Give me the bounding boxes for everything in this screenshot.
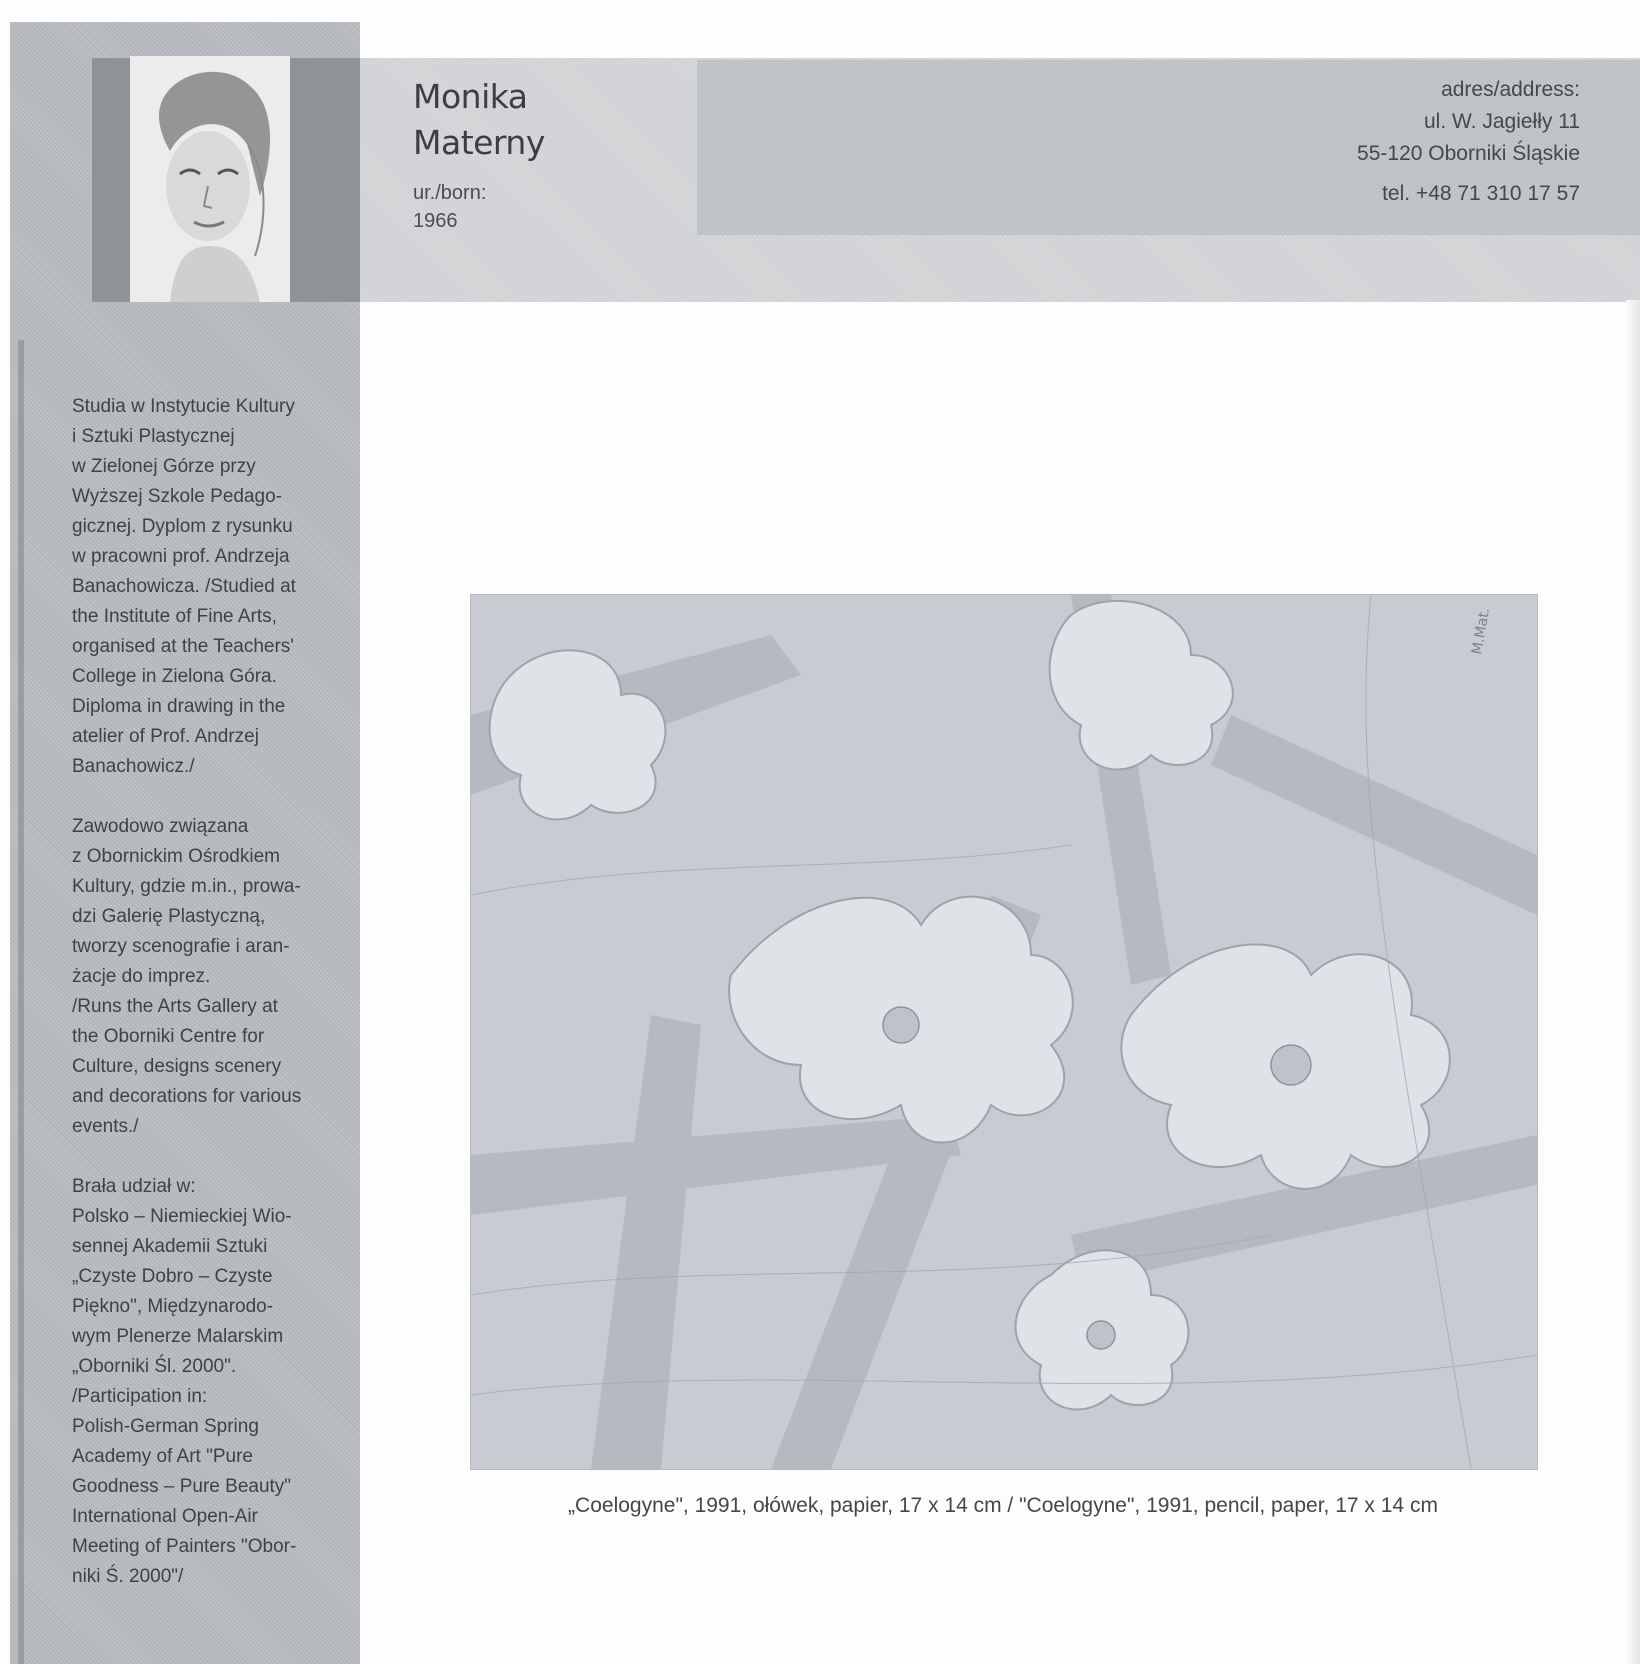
- born-year: 1966: [413, 210, 458, 232]
- artist-portrait: [130, 56, 290, 302]
- bio-education: Studia w Instytucie Kultury i Sztuki Plastycznej w Zielonej Górze przy Wyższej Szkole Pedago- gicznej. Dyplom z rysunku w pracowni prof. Andrzeja Banachowicza. /Studied at the Institute of Fine Arts, organised at the Teachers' College in Zielona Góra. Diploma in drawing in the atelier of Prof. Andrzej Banachowicz./: [72, 396, 296, 777]
- address-street: ul. W. Jagiełły 11: [1423, 110, 1580, 133]
- address-block: [1080, 74, 1580, 210]
- svg-text:M.Mat.: M.Mat.: [1469, 606, 1494, 656]
- bio-participation: Brała udział w: Polsko – Niemieckiej Wio- sennej Akademii Sztuki „Czyste Dobro – Czyste Piękno", Międzynarodo- wym Plenerze Malarskim „Oborniki Śl. 2000". /Participation in: Polish-German Spring Academy of Art "Pure Goodness – Pure Beauty" International Open-Air Meeting of Painters "Obor- niki Ś. 2000"/: [72, 1176, 297, 1587]
- artist-name: [413, 74, 545, 166]
- artist-first-name: Monika: [413, 77, 528, 116]
- address-city: 55-120 Oborniki Śląskie: [1357, 142, 1580, 165]
- address-label: adres/address:: [1441, 78, 1580, 101]
- address-phone: tel. +48 71 310 17 57: [1382, 182, 1580, 205]
- born-label: ur./born:: [413, 182, 487, 204]
- bio-work: Zawodowo związana z Obornickim Ośrodkiem Kultury, gdzie m.in., prowa- dzi Galerię Plastyczną, tworzy scenografie i aran- żacje do imprez. /Runs the Arts Gallery at the Oborniki Centre for Culture, designs scenery and decorations for various events./: [72, 816, 302, 1137]
- artwork-image: [470, 594, 1538, 1470]
- biography: [72, 392, 332, 1622]
- page-gutter: [1626, 300, 1640, 1664]
- artwork-caption: „Coelogyne", 1991, ołówek, papier, 17 x 14 cm / "Coelogyne", 1991, pencil, paper, 17 x 14 cm: [568, 1494, 1438, 1517]
- sidebar-edge: [18, 340, 24, 1664]
- artist-last-name: Materny: [413, 123, 545, 162]
